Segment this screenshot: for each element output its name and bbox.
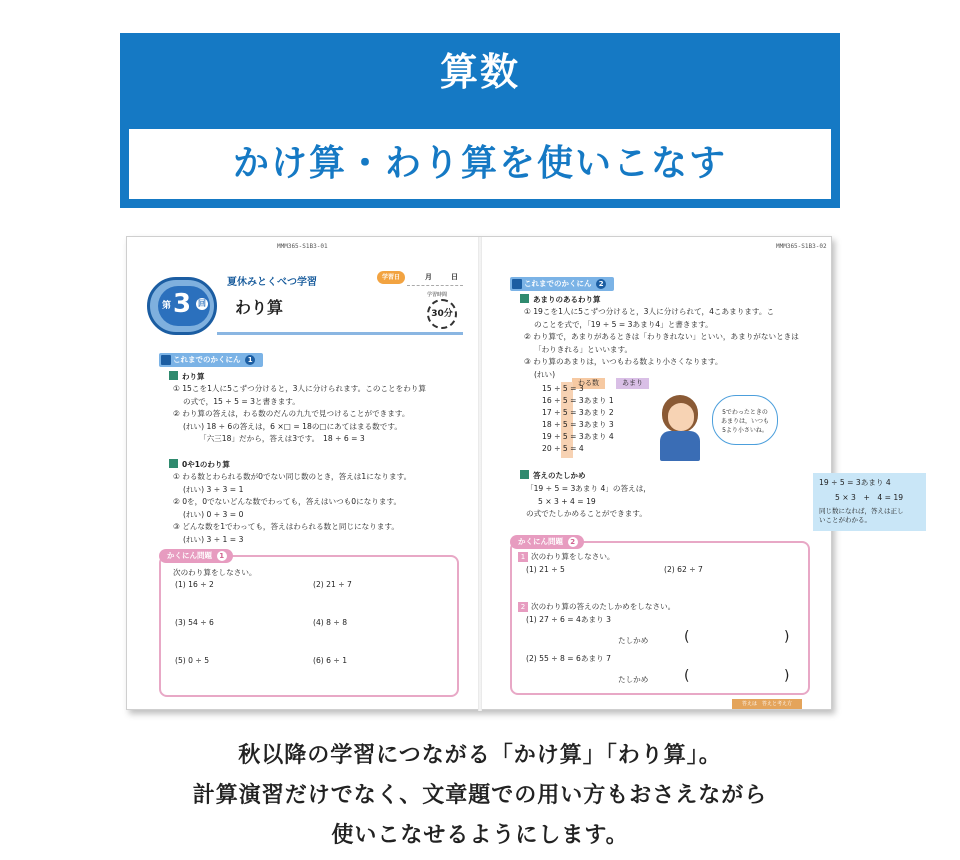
subheader-waruzan bbox=[169, 371, 205, 382]
square-icon bbox=[169, 459, 178, 468]
text-line: 「六三18」だから，答えは3です。 18 ÷ 6 = 3 bbox=[199, 434, 365, 444]
section-2-label: これまでのかくにん bbox=[524, 279, 592, 288]
section-header-1 bbox=[159, 353, 263, 367]
square-icon bbox=[520, 470, 529, 479]
section-2-number: 2 bbox=[596, 279, 606, 289]
rule-text-2 bbox=[173, 471, 411, 547]
problem-tab-1-number: 1 bbox=[217, 551, 227, 561]
text-line: (れい) 3 ÷ 3 = 1 bbox=[183, 484, 244, 494]
section-header-2 bbox=[510, 277, 614, 291]
equation-row: 17 ÷ 5 = 3あまり 2 bbox=[542, 408, 614, 417]
right-page bbox=[480, 237, 904, 711]
lesson-dai: 第 bbox=[162, 301, 172, 311]
problem-item: (2) 62 ÷ 7 bbox=[664, 565, 703, 574]
subheader-check-label: 答えのたしかめ bbox=[533, 471, 586, 480]
text-line: ② 0を，0でないどんな数でわっても，答えはいつも0になります。 bbox=[173, 497, 402, 507]
bubble-line: あまりは，いつも bbox=[720, 418, 769, 425]
book-icon bbox=[161, 355, 171, 365]
question-2-number: 2 bbox=[518, 602, 528, 612]
clock-icon: 30分 bbox=[427, 299, 457, 329]
text-line: ② わり算で，あまりがあるときは「わりきれない」といい，あまりがないときは bbox=[524, 332, 799, 342]
problem-item: (2) 55 ÷ 8 = 6あまり 7 bbox=[526, 654, 611, 663]
series-title: 夏休みとくべつ学習 bbox=[227, 277, 317, 288]
equation-row: 18 ÷ 5 = 3あまり 3 bbox=[542, 420, 614, 429]
left-page-code: MMM365-S1B3-01 bbox=[277, 243, 328, 250]
text-line: のことを式で，「19 ÷ 5 = 3あまり4」と書きます。 bbox=[534, 319, 713, 329]
tashikame-label: たしかめ bbox=[618, 636, 649, 645]
chip-waru-su-label: わる数 bbox=[572, 378, 605, 389]
text-line: (れい) 3 ÷ 1 = 3 bbox=[183, 534, 244, 544]
subheader-amari-label: あまりのあるわり算 bbox=[533, 295, 601, 304]
text-line: 5 × 3 + 4 = 19 bbox=[538, 496, 596, 506]
paren-close: ) bbox=[784, 629, 790, 645]
problem-tab-2-label: かくにん問題 bbox=[518, 537, 563, 546]
text-line: ③ わり算のあまりは，いつもわる数より小さくなります。 bbox=[524, 357, 723, 367]
date-line bbox=[407, 285, 463, 286]
text-line: ② わり算の答えは，わる数のだんの九九で見つけることができます。 bbox=[173, 409, 410, 419]
text-line: 「19 ÷ 5 = 3あまり 4」の答えは， bbox=[526, 484, 651, 493]
problem-tab-2 bbox=[510, 535, 584, 549]
text-line: ③ どんな数を1でわっても，答えはわられる数と同じになります。 bbox=[173, 522, 399, 532]
girl-face bbox=[668, 403, 694, 431]
section-1-label: これまでのかくにん bbox=[173, 355, 241, 364]
check-note bbox=[819, 507, 904, 525]
section-1-number: 1 bbox=[245, 355, 255, 365]
equation-row: 20 ÷ 5 = 4 bbox=[542, 444, 584, 453]
rule-text-1 bbox=[173, 383, 426, 446]
example-label: (れい) bbox=[534, 370, 556, 379]
question-2-intro: 次のわり算の答えのたしかめをしなさい。 bbox=[531, 602, 676, 611]
caption-line-3: 使いこなせるようにします。 bbox=[331, 823, 629, 848]
text-line: (れい) 18 ÷ 6の答えは，6 ×□ = 18の□にあてはまる数です。 bbox=[183, 421, 402, 431]
paren-open: ( bbox=[684, 668, 690, 684]
bubble-line: 5より小さいね。 bbox=[722, 427, 768, 434]
question-1 bbox=[518, 551, 615, 564]
problem-item: (3) 54 ÷ 6 bbox=[175, 618, 214, 627]
text-line: 同じ数になれば，答えは正し bbox=[819, 507, 904, 515]
problem-tab-2-number: 2 bbox=[568, 537, 578, 547]
check-text bbox=[526, 483, 651, 521]
caption-line-1: 秋以降の学習につながる「かけ算」「わり算」。 bbox=[238, 743, 722, 768]
lesson-title: わり算 bbox=[235, 298, 284, 317]
question-1-intro: 次のわり算をしなさい。 bbox=[531, 552, 615, 561]
text-line: ① わる数とわられる数が0でない同じ数のとき，答えは1になります。 bbox=[173, 472, 412, 481]
question-2 bbox=[518, 601, 675, 614]
text-line: の式でたしかめることができます。 bbox=[526, 509, 647, 519]
tashikame-label: たしかめ bbox=[618, 675, 649, 684]
problem-item: (1) 16 ÷ 2 bbox=[175, 580, 214, 589]
problem-item: (1) 27 ÷ 6 = 4あまり 3 bbox=[526, 615, 611, 624]
date-label: 学習日 bbox=[377, 271, 405, 284]
text-line: 「わりきれる」といいます。 bbox=[534, 344, 633, 354]
answer-footer-tab: 答えは 答えと考え方 bbox=[732, 699, 802, 709]
text-line: (れい) 0 ÷ 3 = 0 bbox=[183, 509, 244, 519]
caption-line-2: 計算演習だけでなく、文章題での用い方もおさえながら bbox=[192, 783, 768, 808]
subheader-check bbox=[520, 470, 586, 481]
subtitle-box: かけ算・わり算を使いこなす bbox=[129, 129, 831, 199]
subheader-zero-one bbox=[169, 459, 230, 470]
problem-item: (4) 8 ÷ 8 bbox=[313, 618, 348, 627]
study-time-label: 学習時間 bbox=[427, 292, 448, 298]
lesson-kai: 回 bbox=[198, 299, 206, 308]
problem-item: (1) 21 ÷ 5 bbox=[526, 565, 565, 574]
book-icon bbox=[512, 279, 522, 289]
header-rule bbox=[217, 332, 463, 335]
lesson-number-badge bbox=[147, 277, 217, 335]
problem-item: (2) 21 ÷ 7 bbox=[313, 580, 352, 589]
speech-bubble bbox=[712, 395, 778, 445]
check-top: 19 ÷ 5 = 3あまり 4 bbox=[819, 478, 891, 487]
day-label: 日 bbox=[451, 273, 458, 281]
square-icon bbox=[169, 371, 178, 380]
subheader-waruzan-label: わり算 bbox=[182, 372, 205, 381]
subject-title: 算数 bbox=[439, 50, 520, 94]
subheader-amari bbox=[520, 294, 601, 305]
header-banner bbox=[120, 33, 840, 208]
chip-amari bbox=[616, 370, 649, 389]
paren-close: ) bbox=[784, 668, 790, 684]
equation-row: 15 ÷ 5 = 3 bbox=[542, 384, 584, 393]
text-line: ① 19こを1人に5こずつ分けると，3人に分けられて，4こあまります。こ bbox=[524, 307, 775, 316]
paren-open: ( bbox=[684, 629, 690, 645]
square-icon bbox=[520, 294, 529, 303]
equation-row: 19 ÷ 5 = 3あまり 4 bbox=[542, 432, 614, 441]
text-line: ① 15こを1人に5こずつ分けると，3人に分けられます。このことをわり算 bbox=[173, 384, 426, 393]
girl-body bbox=[660, 431, 700, 461]
problem-intro-1: 次のわり算をしなさい。 bbox=[173, 568, 257, 577]
check-bottom: 5 × 3 + 4 = 19 bbox=[835, 493, 904, 502]
problem-tab-1 bbox=[159, 549, 233, 563]
question-1-number: 1 bbox=[518, 552, 528, 562]
rule-text-3 bbox=[524, 306, 799, 369]
text-line: いことがわかる。 bbox=[819, 516, 871, 524]
lesson-number: 3 bbox=[173, 289, 192, 319]
month-label: 月 bbox=[425, 273, 432, 281]
book-spread bbox=[126, 236, 904, 710]
chip-amari-label: あまり bbox=[616, 378, 649, 389]
text-line: の式で，15 ÷ 5 = 3と書きます。 bbox=[183, 396, 300, 406]
left-page bbox=[127, 237, 480, 711]
lesson-header bbox=[145, 265, 463, 335]
problem-item: (5) 0 ÷ 5 bbox=[175, 656, 210, 665]
subheader-zero-one-label: 0や1のわり算 bbox=[182, 460, 230, 469]
problem-tab-1-label: かくにん問題 bbox=[167, 551, 212, 560]
check-example-box bbox=[813, 473, 926, 531]
equation-row: 16 ÷ 5 = 3あまり 1 bbox=[542, 396, 614, 405]
right-page-code: MMM365-S1B3-02 bbox=[776, 243, 827, 250]
problem-item: (6) 6 ÷ 1 bbox=[313, 656, 348, 665]
bubble-line: 5でわったときの bbox=[722, 409, 768, 416]
